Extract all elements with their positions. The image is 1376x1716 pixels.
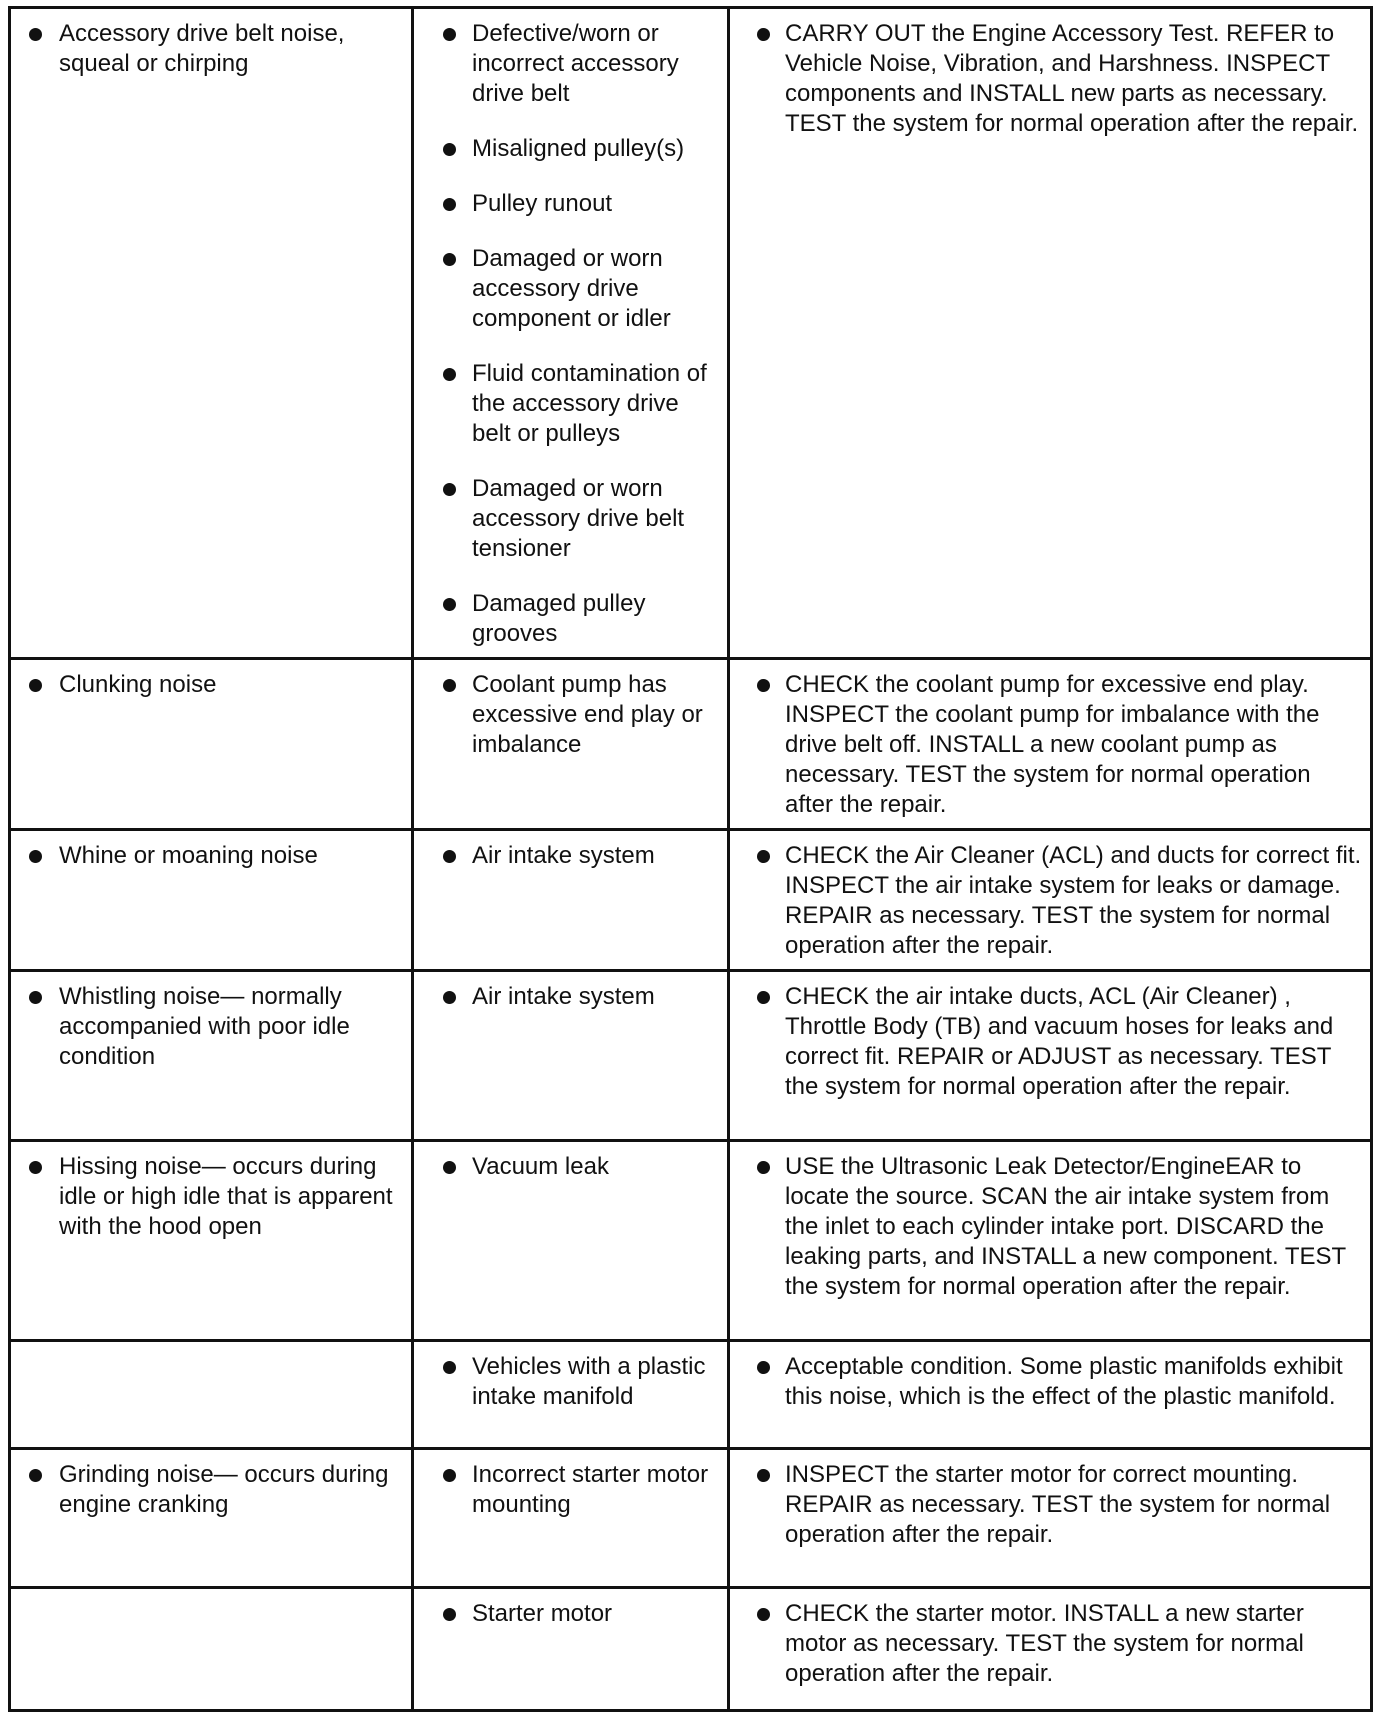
- condition-text: Whistling noise— normally accompanied with poor idle condition: [23, 982, 403, 1072]
- action-text: USE the Ultrasonic Leak Detector/EngineEAR to locate the source. SCAN the air intake system from the inlet to each cylinder intake port. DISCARD the leaking parts, and INSTALL a new component. TEST the system for normal operation after the repair.: [742, 1152, 1362, 1302]
- action-cell: [729, 830, 1372, 971]
- cause-cell: [413, 971, 729, 1141]
- cause-cell: [413, 659, 729, 830]
- action-text: CHECK the starter motor. INSTALL a new starter motor as necessary. TEST the system for normal operation after the repair.: [742, 1599, 1362, 1689]
- cause-item: Air intake system: [426, 841, 719, 871]
- cause-item: Incorrect starter motor mounting: [426, 1460, 719, 1520]
- diagnosis-table: [8, 6, 1373, 1712]
- cause-item: Defective/worn or incorrect accessory drive belt: [426, 19, 719, 109]
- cause-item: Vehicles with a plastic intake manifold: [426, 1352, 719, 1412]
- cause-item: Vacuum leak: [426, 1152, 719, 1182]
- table-row: [10, 659, 1372, 830]
- cause-item: Starter motor: [426, 1599, 719, 1629]
- cause-item: Damaged or worn accessory drive belt tensioner: [426, 474, 719, 564]
- condition-text: Whine or moaning noise: [23, 841, 403, 871]
- cause-item: Misaligned pulley(s): [426, 134, 719, 164]
- action-text: Acceptable condition. Some plastic manifolds exhibit this noise, which is the effect of the plastic manifold.: [742, 1352, 1362, 1412]
- condition-cell: [10, 1141, 413, 1341]
- cause-item: Damaged or worn accessory drive component or idler: [426, 244, 719, 334]
- condition-text: Grinding noise— occurs during engine cranking: [23, 1460, 403, 1520]
- action-text: CHECK the air intake ducts, ACL (Air Cleaner) , Throttle Body (TB) and vacuum hoses for leaks and correct fit. REPAIR or ADJUST as necessary. TEST the system for normal operation after the repair.: [742, 982, 1362, 1102]
- condition-cell: [10, 1449, 413, 1588]
- table-row: [10, 8, 1372, 659]
- action-cell: [729, 8, 1372, 659]
- cause-cell: [413, 1588, 729, 1711]
- cause-item: Pulley runout: [426, 189, 719, 219]
- condition-cell: [10, 8, 413, 659]
- action-cell: [729, 1449, 1372, 1588]
- condition-cell: [10, 830, 413, 971]
- cause-cell: [413, 1449, 729, 1588]
- cause-item: Fluid contamination of the accessory drive belt or pulleys: [426, 359, 719, 449]
- condition-cell: [10, 1341, 413, 1449]
- cause-item: Damaged pulley grooves: [426, 589, 719, 649]
- action-text: INSPECT the starter motor for correct mounting. REPAIR as necessary. TEST the system for normal operation after the repair.: [742, 1460, 1362, 1550]
- action-cell: [729, 971, 1372, 1141]
- action-text: CHECK the Air Cleaner (ACL) and ducts for correct fit. INSPECT the air intake system for leaks or damage. REPAIR as necessary. TEST the system for normal operation after the repair.: [742, 841, 1362, 961]
- condition-cell: [10, 971, 413, 1141]
- cause-cell: [413, 830, 729, 971]
- action-cell: [729, 1141, 1372, 1341]
- cause-item: Air intake system: [426, 982, 719, 1012]
- condition-cell: [10, 1588, 413, 1711]
- table-row: [10, 1341, 1372, 1449]
- action-cell: [729, 1341, 1372, 1449]
- table-row: [10, 1588, 1372, 1711]
- condition-text: Accessory drive belt noise, squeal or chirping: [23, 19, 403, 79]
- condition-text: Clunking noise: [23, 670, 403, 700]
- table-row: [10, 971, 1372, 1141]
- condition-cell: [10, 659, 413, 830]
- action-cell: [729, 659, 1372, 830]
- cause-item: Coolant pump has excessive end play or imbalance: [426, 670, 719, 760]
- action-cell: [729, 1588, 1372, 1711]
- action-text: CARRY OUT the Engine Accessory Test. REFER to Vehicle Noise, Vibration, and Harshness. INSPECT components and INSTALL new parts as necessary. TEST the system for normal operation after the repair.: [742, 19, 1362, 139]
- action-text: CHECK the coolant pump for excessive end play. INSPECT the coolant pump for imbalance with the drive belt off. INSTALL a new coolant pump as necessary. TEST the system for normal operation after the repair.: [742, 670, 1362, 820]
- cause-cell: [413, 8, 729, 659]
- cause-cell: [413, 1141, 729, 1341]
- cause-cell: [413, 1341, 729, 1449]
- table-row: [10, 830, 1372, 971]
- table-row: [10, 1449, 1372, 1588]
- condition-text: Hissing noise— occurs during idle or high idle that is apparent with the hood open: [23, 1152, 403, 1242]
- table-row: [10, 1141, 1372, 1341]
